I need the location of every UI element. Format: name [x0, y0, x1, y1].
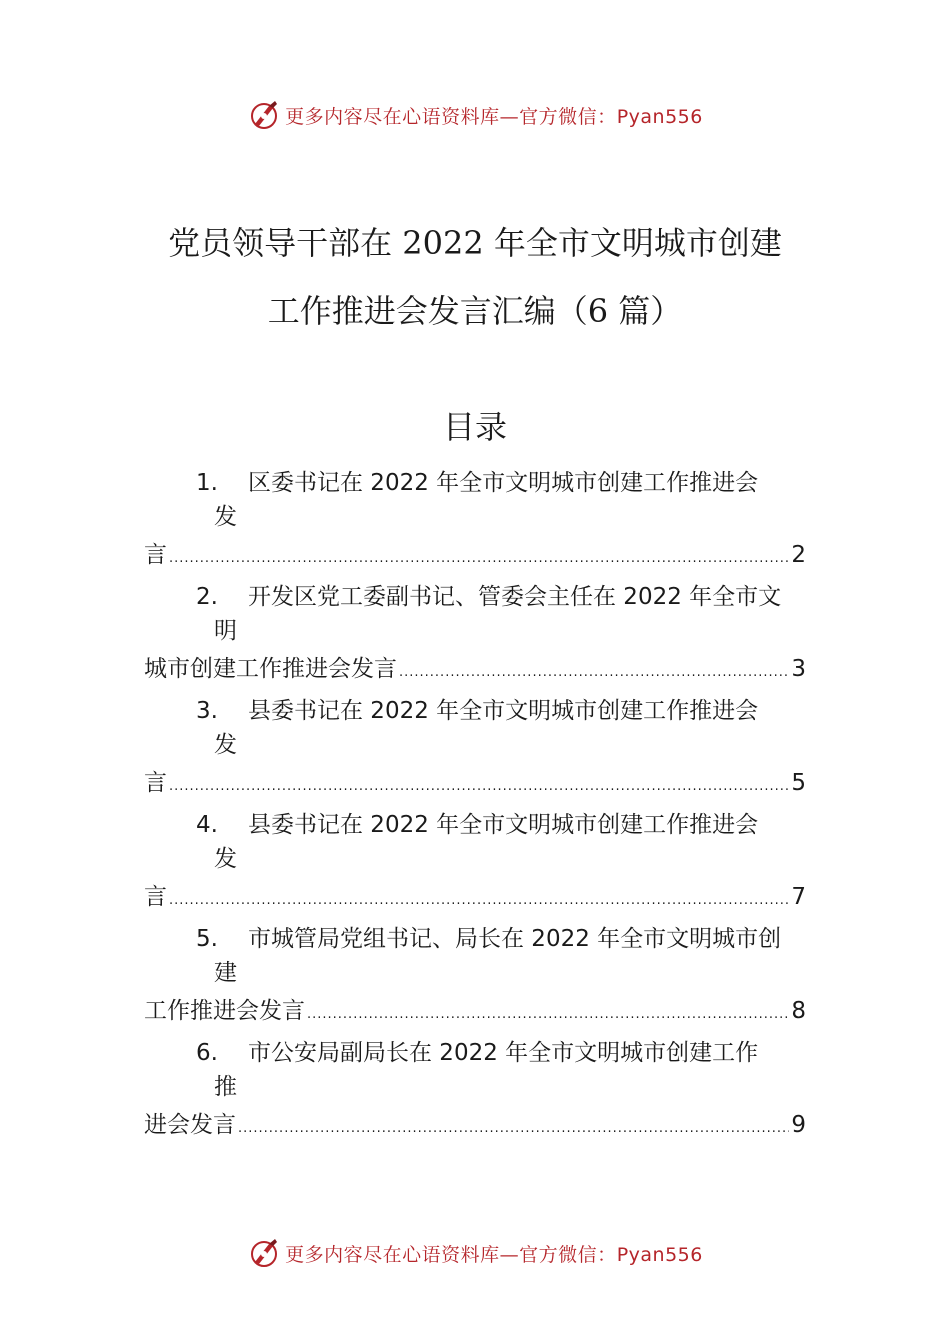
- toc-page-number: 2: [791, 542, 806, 568]
- toc-entry-4[interactable]: [0, 808, 950, 922]
- dot-leader: [169, 884, 789, 918]
- toc-entry-title-tail: 言: [144, 884, 167, 910]
- banner-wechat-id: Pyan556: [616, 105, 703, 128]
- toc-entry-1[interactable]: [0, 466, 950, 580]
- toc-entry-title-tail: 城市创建工作推进会发言: [144, 656, 397, 682]
- banner-library-text: 更多内容尽在心语资料库: [285, 105, 500, 128]
- toc-entry-number: 2.: [196, 584, 218, 610]
- toc-page-number: 7: [791, 884, 806, 910]
- quill-pen-seal-icon: [247, 98, 281, 132]
- toc-entry-title: 区委书记在 2022 年全市文明城市创建工作推进会: [248, 470, 759, 496]
- banner-wechat-label: 官方微信：: [519, 1243, 617, 1266]
- toc-entry-6[interactable]: [0, 1036, 950, 1150]
- dot-leader: [238, 1112, 789, 1146]
- toc-entry-5[interactable]: [0, 922, 950, 1036]
- toc-entry-title-wrap: 推: [214, 1074, 237, 1100]
- banner-text: [285, 102, 703, 129]
- toc-entry-title-wrap: 发: [214, 504, 237, 530]
- document-title-line2: 工作推进会发言汇编（6 篇）: [267, 292, 683, 330]
- toc-entry-number: 5.: [196, 926, 218, 952]
- toc-entry-number: 1.: [196, 470, 218, 496]
- toc-entry-title-tail: 言: [144, 542, 167, 568]
- toc-page-number: 9: [791, 1112, 806, 1138]
- toc-entry-number: 4.: [196, 812, 218, 838]
- banner-separator: —: [499, 1243, 520, 1266]
- banner-wechat-id: Pyan556: [616, 1243, 703, 1266]
- toc-entry-title-wrap: 发: [214, 846, 237, 872]
- dot-leader: [307, 998, 789, 1032]
- document-title-line1: 党员领导干部在 2022 年全市文明城市创建: [168, 224, 782, 262]
- quill-pen-seal-icon: [247, 1236, 281, 1270]
- toc-entry-title-tail: 言: [144, 770, 167, 796]
- footer-banner: [0, 1233, 950, 1273]
- toc-entry-title: 县委书记在 2022 年全市文明城市创建工作推进会: [248, 698, 759, 724]
- toc-entry-title: 市公安局副局长在 2022 年全市文明城市创建工作: [248, 1040, 759, 1066]
- toc-entry-number: 3.: [196, 698, 218, 724]
- dot-leader: [169, 770, 789, 804]
- toc-entry-3[interactable]: [0, 694, 950, 808]
- toc-entry-title-tail: 工作推进会发言: [144, 998, 305, 1024]
- banner-text: [285, 1240, 703, 1267]
- toc-entry-title: 开发区党工委副书记、管委会主任在 2022 年全市文: [248, 584, 782, 610]
- header-banner: [0, 95, 950, 135]
- toc-heading: 目录: [442, 408, 507, 446]
- toc-page-number: 5: [791, 770, 806, 796]
- toc-entry-2[interactable]: [0, 580, 950, 694]
- dot-leader: [169, 542, 789, 576]
- toc-entry-title-tail: 进会发言: [144, 1112, 236, 1138]
- toc-entry-title: 市城管局党组书记、局长在 2022 年全市文明城市创: [248, 926, 782, 952]
- toc-entry-title: 县委书记在 2022 年全市文明城市创建工作推进会: [248, 812, 759, 838]
- toc-entry-title-wrap: 明: [214, 618, 237, 644]
- dot-leader: [399, 656, 789, 690]
- toc-page-number: 8: [791, 998, 806, 1024]
- toc-entry-title-wrap: 建: [214, 960, 237, 986]
- banner-separator: —: [499, 105, 520, 128]
- toc-page-number: 3: [791, 656, 806, 682]
- banner-library-text: 更多内容尽在心语资料库: [285, 1243, 500, 1266]
- toc-entry-number: 6.: [196, 1040, 218, 1066]
- toc-entry-title-wrap: 发: [214, 732, 237, 758]
- banner-wechat-label: 官方微信：: [519, 105, 617, 128]
- table-of-contents: [0, 466, 950, 1150]
